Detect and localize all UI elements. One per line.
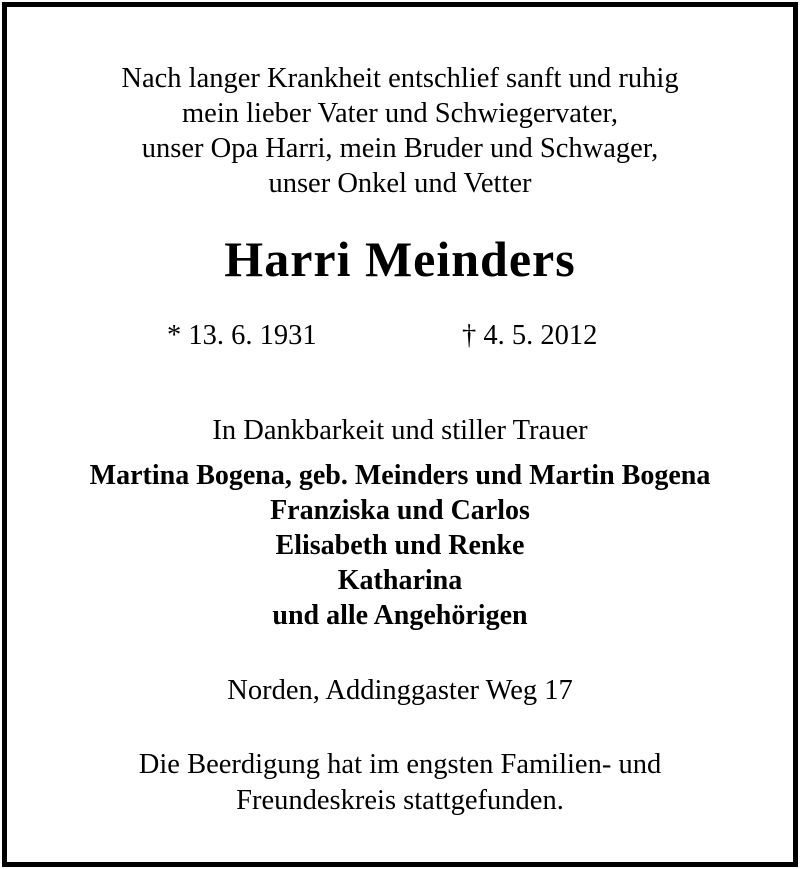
intro-line-3: unser Opa Harri, mein Bruder und Schwager,: [141, 133, 659, 164]
mourning-line: In Dankbarkeit und stiller Trauer: [212, 415, 588, 446]
mourner-line-4: Katharina: [337, 565, 463, 596]
mourner-line-1: Martina Bogena, geb. Meinders und Martin Bogena: [89, 460, 711, 491]
obituary-content: [7, 7, 793, 862]
obituary-frame: [2, 2, 798, 867]
deceased-name: Harri Meinders: [224, 231, 576, 287]
mourner-line-3: Elisabeth und Renke: [275, 530, 525, 561]
mourner-line-5: und alle Angehörigen: [272, 600, 528, 631]
intro-line-2: mein lieber Vater und Schwiegervater,: [182, 98, 618, 129]
intro-line-4: unser Onkel und Vetter: [268, 168, 532, 199]
death-date: † 4. 5. 2012: [462, 320, 598, 351]
intro-line-1: Nach langer Krankheit entschlief sanft und ruhig: [121, 63, 679, 94]
mourner-line-2: Franziska und Carlos: [270, 495, 530, 526]
funeral-line-2: Freundeskreis stattgefunden.: [236, 785, 564, 816]
address-line: Norden, Addinggaster Weg 17: [227, 675, 573, 706]
birth-date: * 13. 6. 1931: [167, 320, 317, 351]
funeral-line-1: Die Beerdigung hat im engsten Familien- und: [138, 749, 662, 780]
